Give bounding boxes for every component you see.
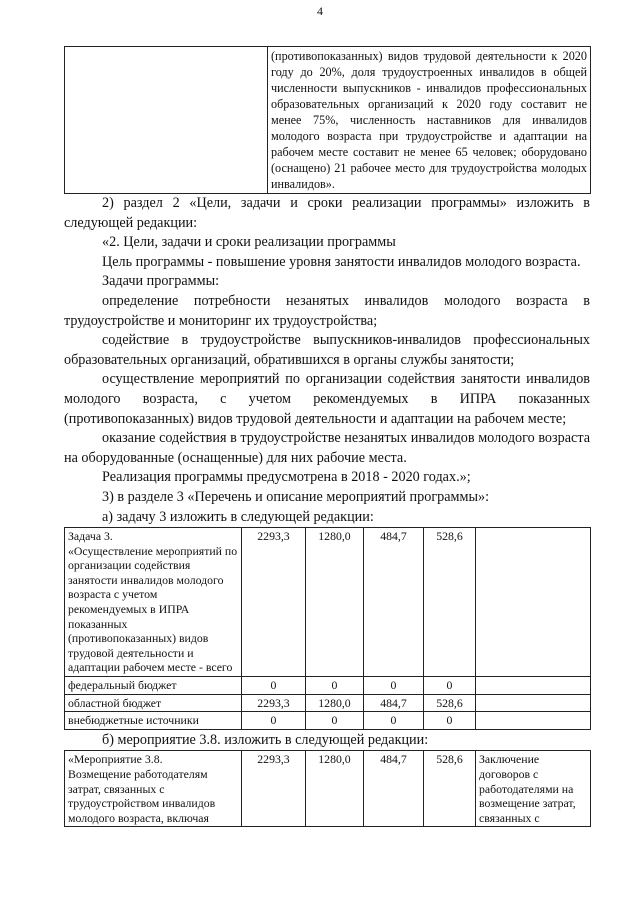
table-cell-text: (противопоказанных) видов трудовой деятельности к 2020 году до 20%, доля трудоустроенных инвалидов в общей численности выпускников - инвалидов профессиональных образовательных организаций к 2020 году составит не менее 75%, численность наставников для инвалидов молодого возраста при трудоустройстве и адаптации на рабочем месте составит не менее 65 человек; оборудовано (оснащено) 21 рабочее место для трудоустройства молодых инвалидов».	[268, 47, 591, 194]
value-cell: 1280,0	[306, 751, 364, 827]
paragraph: 2) раздел 2 «Цели, задачи и сроки реализации программы» изложить в следующей редакции:	[64, 195, 590, 231]
value-cell: 0	[424, 677, 476, 695]
paragraph: содействие в трудоустройстве выпускников-инвалидов профессиональных образовательных организаций, обратившихся в органы службы занятости;	[64, 332, 590, 368]
row-note	[476, 677, 591, 695]
row-note: Заключение договоров с работодателями на возмещение затрат, связанных с	[476, 751, 591, 827]
value-cell: 0	[364, 712, 424, 730]
table-row	[65, 677, 591, 695]
value-cell: 2293,3	[242, 694, 306, 712]
value-cell: 1280,0	[306, 694, 364, 712]
paragraph: определение потребности незанятых инвалидов молодого возраста в трудоустройстве и мониторинг их трудоустройства;	[64, 292, 590, 329]
row-label: областной бюджет	[65, 694, 242, 712]
paragraph: «2. Цели, задачи и сроки реализации программы	[102, 234, 396, 251]
value-cell: 484,7	[364, 694, 424, 712]
page-number: 4	[317, 4, 323, 18]
main-text	[64, 194, 590, 527]
document-body	[64, 46, 590, 827]
measure-table	[64, 750, 591, 827]
value-cell: 1280,0	[306, 528, 364, 677]
value-cell: 0	[306, 677, 364, 695]
task3-table	[64, 527, 591, 730]
value-cell: 0	[424, 712, 476, 730]
value-cell: 0	[306, 712, 364, 730]
value-cell: 528,6	[424, 528, 476, 677]
paragraph: Задачи программы:	[102, 273, 220, 290]
paragraph: Реализация программы предусмотрена в 2018 - 2020 годах.»;	[102, 469, 471, 486]
continuation-table	[64, 46, 591, 194]
row-note	[476, 528, 591, 677]
paragraph: осуществление мероприятий по организации содействия занятости инвалидов молодого возраста, с учетом рекомендуемых в ИПРА показанных (противопоказанных) видов трудовой деятельности и адаптации на рабочем месте;	[64, 371, 590, 427]
table-row	[65, 528, 591, 677]
value-cell: 484,7	[364, 751, 424, 827]
row-label: внебюджетные источники	[65, 712, 242, 730]
table-row	[65, 712, 591, 730]
paragraph: б) мероприятие 3.8. изложить в следующей редакции:	[102, 731, 429, 748]
value-cell: 2293,3	[242, 528, 306, 677]
value-cell: 0	[242, 712, 306, 730]
row-note	[476, 694, 591, 712]
row-label: Задача 3. «Осуществление мероприятий по организации содействия занятости инвалидов молодого возраста с учетом рекомендуемых в ИПРА показанных (противопоказанных) видов трудовой деятельности и адаптации рабочем месте - всего	[65, 528, 242, 677]
paragraph: а) задачу 3 изложить в следующей редакции:	[102, 508, 374, 525]
row-label: федеральный бюджет	[65, 677, 242, 695]
paragraph: 3) в разделе 3 «Перечень и описание мероприятий программы»:	[102, 488, 490, 505]
row-note	[476, 712, 591, 730]
table-cell-empty	[65, 47, 268, 194]
paragraph: оказание содействия в трудоустройстве незанятых инвалидов молодого возраста на оборудованные (оснащенные) для них рабочие места.	[64, 430, 590, 466]
paragraph: Цель программы - повышение уровня занятости инвалидов молодого возраста.	[102, 253, 581, 270]
table-row	[65, 47, 591, 194]
table-row	[65, 751, 591, 827]
row-label: «Мероприятие 3.8. Возмещение работодателям затрат, связанных с трудоустройством инвалидов молодого возраста, включая	[65, 751, 242, 827]
value-cell: 484,7	[364, 528, 424, 677]
value-cell: 528,6	[424, 751, 476, 827]
value-cell: 0	[242, 677, 306, 695]
value-cell: 2293,3	[242, 751, 306, 827]
value-cell: 0	[364, 677, 424, 695]
table-row	[65, 694, 591, 712]
value-cell: 528,6	[424, 694, 476, 712]
